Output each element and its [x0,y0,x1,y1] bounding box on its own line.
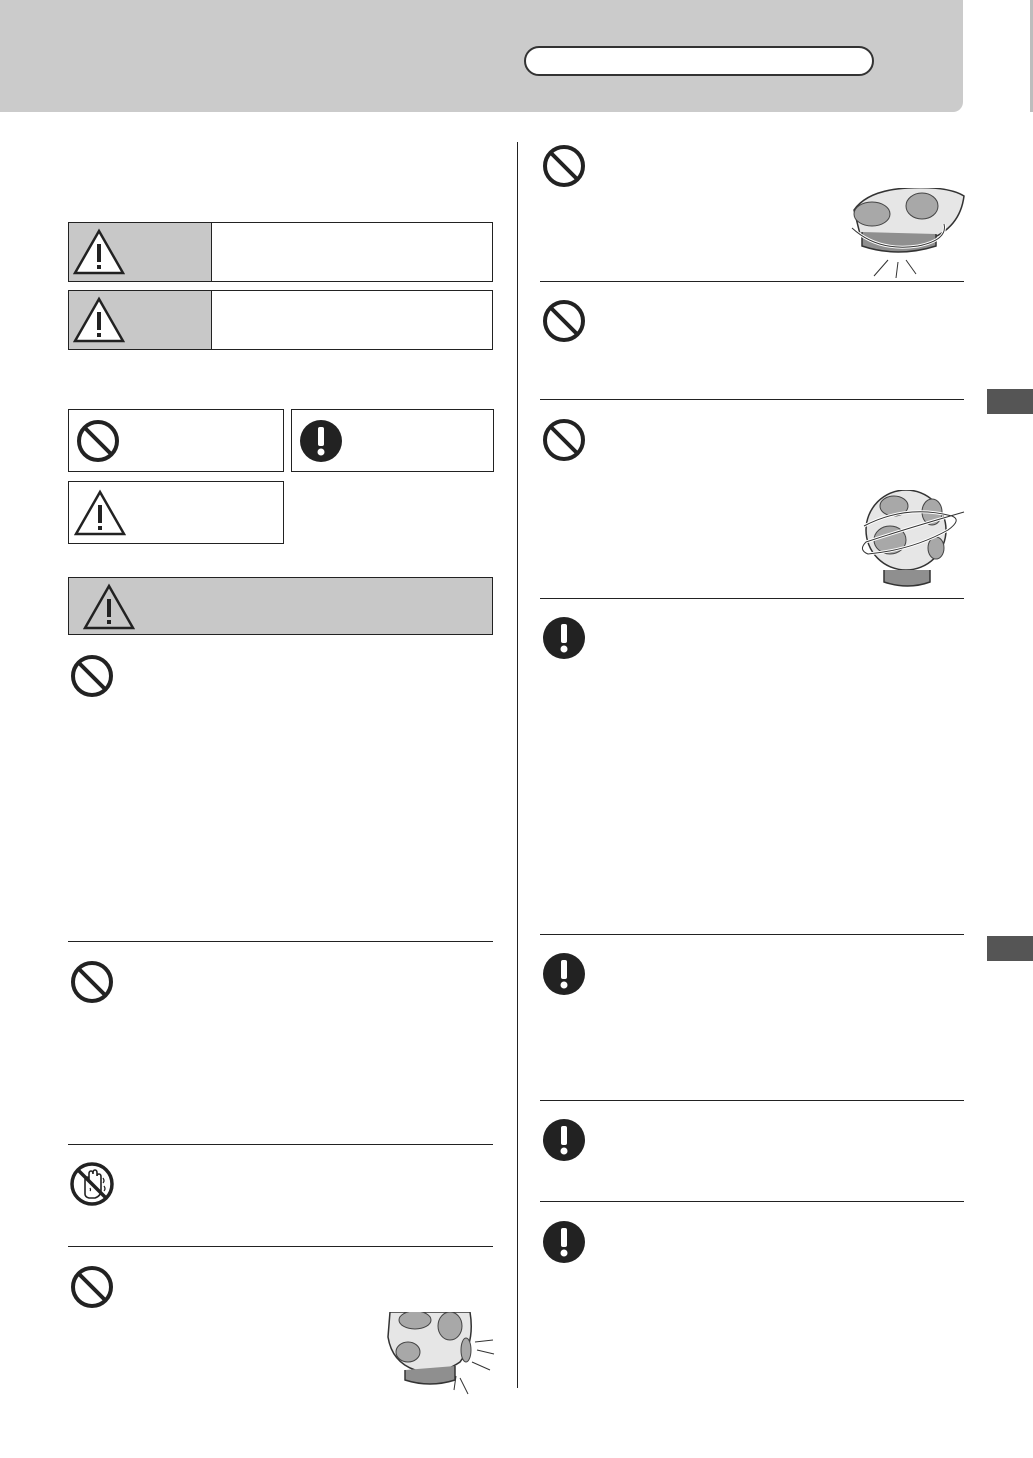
speaker-cord-pinch-illustration [848,188,966,280]
item-separator [540,1201,964,1202]
item-separator [540,934,964,935]
warning-triangle-icon [73,296,125,344]
column-divider [517,142,518,1388]
prohibition-icon [540,142,588,190]
caution-triangle-icon [74,489,126,537]
symbol-legend-prohibition [68,409,284,472]
symbol-legend-caution [68,481,284,544]
item-separator [68,1144,493,1145]
warning-legend-row-2 [68,290,493,350]
prohibition-icon [68,1263,116,1311]
mandatory-action-icon [540,1116,588,1164]
mandatory-action-icon [540,1218,588,1266]
speaker-cord-wrap-illustration [852,490,968,590]
warning-label-cell [69,223,212,281]
item-separator [540,281,964,282]
speaker-impact-illustration [380,1312,495,1407]
item-separator [540,1100,964,1101]
mandatory-action-icon [297,417,345,465]
prohibition-icon [540,416,588,464]
prohibition-icon [68,652,116,700]
caution-label-cell [69,291,212,349]
section-banner [68,577,493,635]
header-title-field [524,46,874,76]
item-separator [540,598,964,599]
mandatory-action-icon [540,950,588,998]
symbol-legend-mandatory [291,409,494,472]
prohibition-icon [68,958,116,1006]
warning-legend-row-1 [68,222,493,282]
mandatory-action-icon [540,614,588,662]
prohibition-icon [74,417,122,465]
no-wet-hands-icon [68,1160,116,1208]
prohibition-icon [540,297,588,345]
item-separator [68,1246,493,1247]
side-tab-2[interactable] [987,936,1033,961]
item-separator [68,941,493,942]
warning-triangle-icon [73,228,125,276]
side-tab-1[interactable] [987,389,1033,414]
item-separator [540,399,964,400]
warning-triangle-icon [83,583,135,631]
